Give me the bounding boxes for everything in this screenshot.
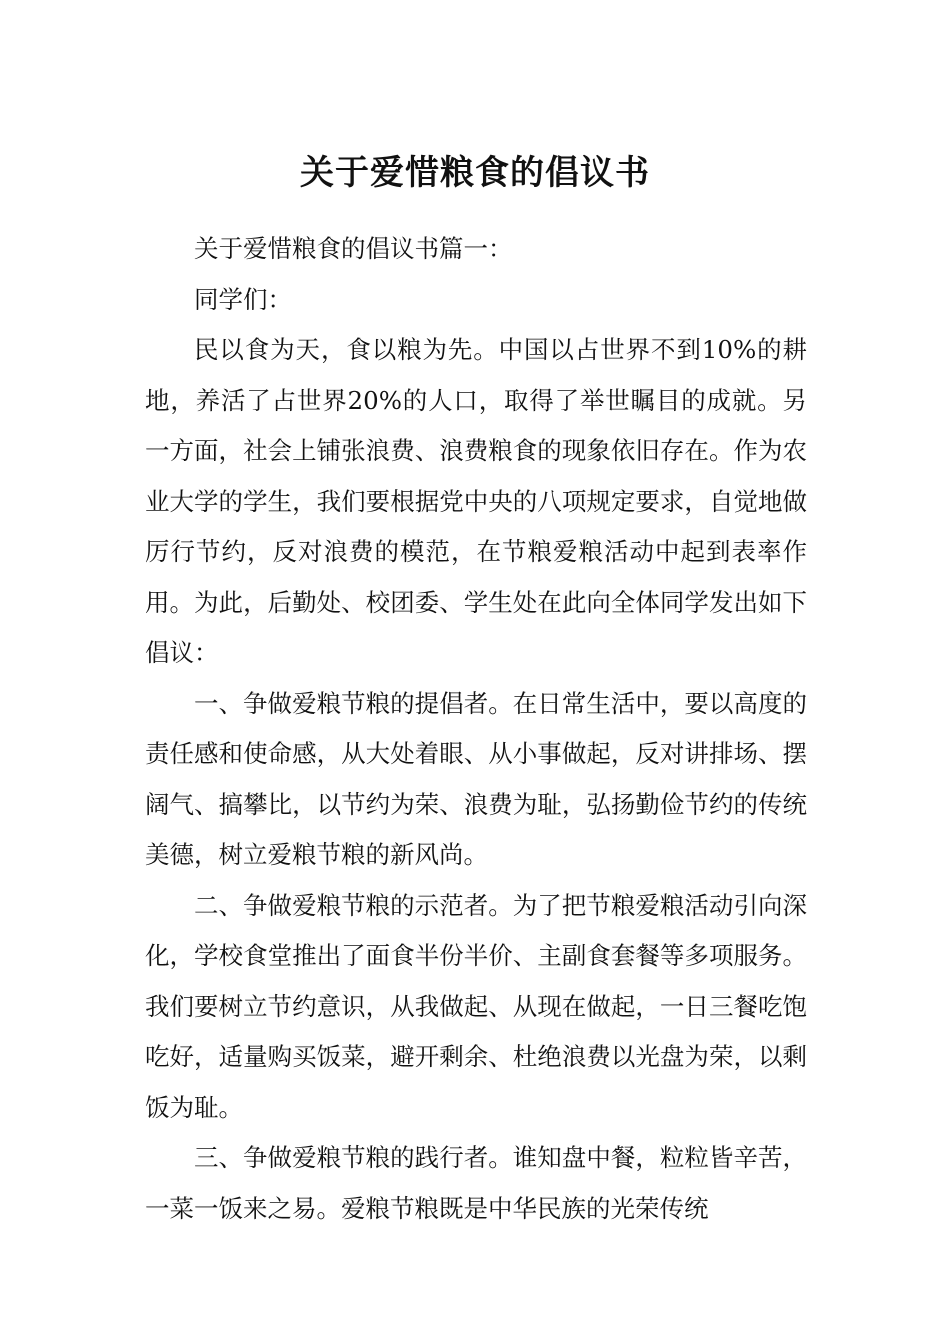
paragraph-point-one: 一、争做爱粮节粮的提倡者。在日常生活中，要以高度的责任感和使命感，从大处着眼、从小事做起，反对讲排场、摆阔气、搞攀比，以节约为荣、浪费为耻，弘扬勤俭节约的传统美德，树立爱粮节粮的新风尚。 [145,688,807,869]
document-body [145,224,807,1234]
paragraph-point-two: 二、争做爱粮节粮的示范者。为了把节粮爱粮活动引向深化，学校食堂推出了面食半份半价、主副食套餐等多项服务。我们要树立节约意识，从我做起、从现在做起，一日三餐吃饱吃好，适量购买饭菜，避开剩余、杜绝浪费以光盘为荣，以剩饭为耻。 [145,890,807,1122]
paragraph-intro: 民以食为天，食以粮为先。中国以占世界不到10%的耕地，养活了占世界20%的人口，取得了举世瞩目的成就。另一方面，社会上铺张浪费、浪费粮食的现象依旧存在。作为农业大学的学生，我们要根据党中央的八项规定要求，自觉地做厉行节约，反对浪费的模范，在节粮爱粮活动中起到表率作用。为此，后勤处、校团委、学生处在此向全体同学发出如下倡议： [145,335,807,667]
section-heading: 关于爱惜粮食的倡议书篇一： [194,234,513,263]
salutation: 同学们： [194,284,292,314]
paragraph-point-three: 三、争做爱粮节粮的践行者。谁知盘中餐，粒粒皆辛苦，一菜一饭来之易。爱粮节粮既是中华民族的光荣传统 [145,1143,807,1223]
document-title: 关于爱惜粮食的倡议书 [300,152,650,193]
